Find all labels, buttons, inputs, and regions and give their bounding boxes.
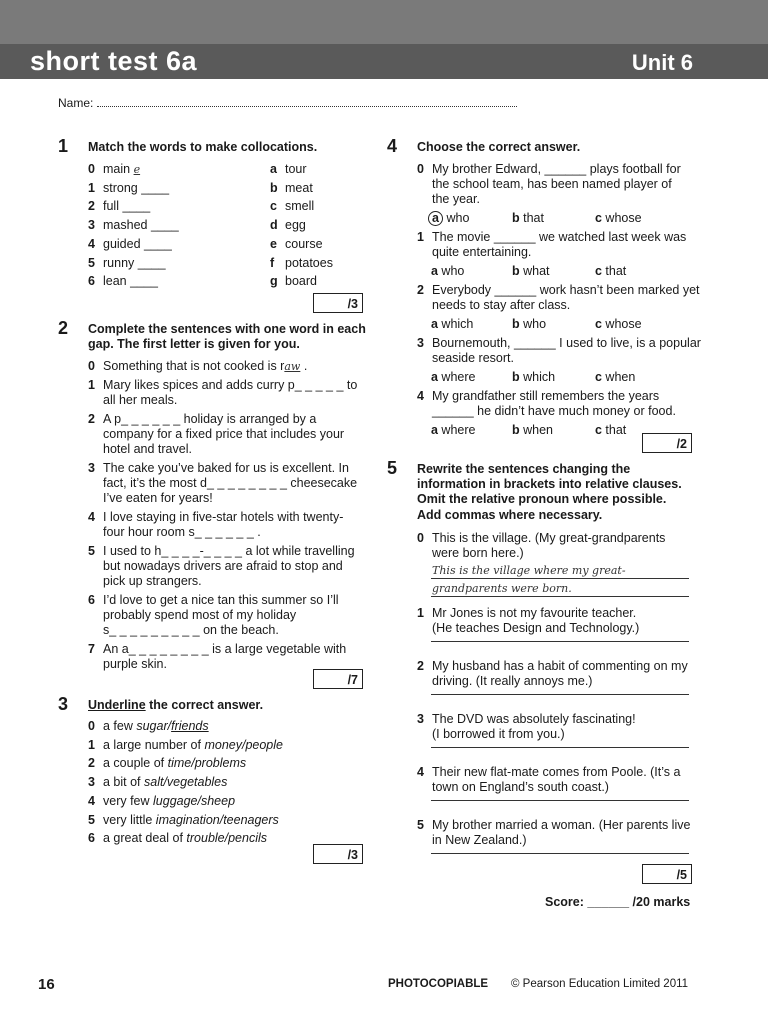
answer-line: [431, 800, 689, 801]
collocation-left-item: [88, 256, 166, 271]
sentence-text: My brother Edward, ______ plays football for: [432, 162, 681, 176]
sentence-line: [417, 833, 527, 848]
sentence-line: [88, 442, 192, 457]
item-prefix: a few: [103, 719, 137, 733]
page-number: 16: [38, 976, 55, 993]
item-number: 2: [417, 659, 424, 673]
photocopiable-label: PHOTOCOPIABLE: [388, 978, 489, 990]
sentence-text: all her meals.: [103, 393, 178, 407]
option-letter: g: [270, 274, 278, 289]
item-number: 3: [88, 218, 95, 233]
item-number: 1: [417, 606, 424, 620]
sentence-line: [88, 427, 344, 442]
item-prefix: a large number of: [103, 737, 205, 752]
sentence-line: [417, 765, 680, 780]
item-number: 1: [417, 230, 424, 244]
collocation-right-item: [270, 218, 306, 233]
option-word: which: [437, 317, 474, 331]
collocation-right-item: [270, 199, 314, 214]
answer-option: [512, 264, 550, 279]
unit-label: Unit 6: [631, 50, 693, 75]
collocation-left-item: [88, 218, 179, 233]
name-label: Name:: [58, 96, 94, 110]
period: .: [300, 359, 308, 373]
sentence-line: [88, 525, 261, 540]
sentence-text: were born here.): [432, 546, 524, 560]
underline-item: [88, 775, 227, 790]
item-number: 3: [88, 461, 95, 475]
sentence-text: I love staying in five-star hotels with twenty-: [103, 510, 344, 524]
choice: imagination/teenagers: [155, 812, 279, 827]
question-instruction: Omit the relative pronoun where possible.: [417, 492, 667, 507]
option-word: that: [601, 423, 627, 437]
answer-blank: ____: [141, 180, 170, 195]
sentence-text: the year.: [432, 192, 480, 206]
question-number: 2: [58, 318, 69, 338]
item-number: 4: [417, 389, 424, 403]
underline-item: [88, 831, 267, 846]
option-letter: e: [270, 236, 277, 251]
sentence-text: Everybody ______ work hasn’t been marked yet: [432, 283, 700, 297]
item-word: runny: [103, 255, 138, 270]
option-letter: b: [512, 423, 520, 437]
answer-blank: ____: [130, 274, 158, 289]
sentence-line: [88, 574, 202, 589]
sentence-line: [88, 593, 339, 608]
option-word: who: [443, 211, 470, 225]
handwritten-answer: aw: [284, 360, 301, 373]
sentence-text: ______ he didn’t have much money or food.: [432, 404, 676, 418]
option-word: course: [285, 236, 323, 251]
sentence-text: I’d love to get a nice tan this summer so I’ll: [103, 593, 339, 607]
item-word: guided: [103, 236, 145, 251]
collocation-left-item: [88, 237, 172, 252]
instruction-text: the correct answer.: [145, 698, 264, 712]
item-prefix: very little: [103, 812, 156, 827]
title-bar: [0, 44, 768, 79]
item-number: 0: [88, 162, 95, 176]
sentence-text: Their new flat-mate comes from Poole. (It’s a: [432, 765, 681, 779]
answer-blank: ____: [150, 218, 179, 233]
choice: time/problems: [167, 756, 247, 771]
sentence-text: s_ _ _ _ _ _ _ _ _ on the beach.: [103, 623, 279, 637]
option-word: that: [601, 264, 627, 278]
underline-item: [88, 719, 209, 734]
collocation-right-item: [270, 237, 323, 252]
score-box: /2: [642, 433, 692, 453]
answer-option: [595, 370, 635, 385]
sentence-line: [88, 642, 346, 657]
sentence-line: [417, 818, 690, 833]
sentence-line: [88, 461, 349, 476]
question-instruction: Add commas where necessary.: [417, 507, 603, 522]
option-letter: c: [595, 264, 602, 278]
sentence-text: purple skin.: [103, 657, 167, 671]
top-band: [0, 0, 768, 44]
answer-option: [431, 264, 464, 279]
sentence-line: [88, 510, 343, 525]
option-letter: c: [595, 370, 602, 384]
sentence-line: [88, 559, 343, 574]
sentence-text: seaside resort.: [432, 351, 514, 365]
item-number: 2: [88, 412, 95, 426]
answer-option: [428, 211, 469, 226]
answer-line: [431, 694, 689, 695]
item-number: 5: [88, 255, 95, 270]
sentence-line: [88, 657, 167, 672]
item-number: 1: [88, 180, 95, 195]
sentence-text: My husband has a habit of commenting on my: [432, 659, 688, 673]
underline-word: Underline: [88, 698, 146, 712]
option-letter: a: [270, 162, 277, 176]
question-instruction: information in brackets into relative clauses.: [417, 477, 682, 492]
option-letter: f: [270, 255, 275, 270]
answer-line: [431, 853, 689, 854]
sentence-text: Mr Jones is not my favourite teacher.: [432, 606, 637, 620]
sentence-text: The DVD was absolutely fascinating!: [432, 712, 636, 726]
answer-blank: ____: [144, 236, 172, 251]
sentence-line: [88, 393, 177, 408]
sentence-line: [417, 230, 686, 245]
option-word: where: [437, 423, 476, 437]
item-number: 6: [88, 831, 95, 846]
answer-line: [431, 596, 689, 597]
sentence-line: [88, 608, 296, 623]
sentence-line: [417, 336, 701, 351]
score-box: /7: [313, 669, 363, 689]
item-number: 1: [88, 378, 95, 392]
choice: sugar/: [136, 719, 172, 733]
item-number: 0: [417, 162, 424, 176]
item-number: 3: [417, 712, 424, 726]
option-word: which: [519, 370, 556, 384]
sentence-text: four hour room s_ _ _ _ _ _ .: [103, 525, 261, 539]
choice: trouble/pencils: [186, 831, 268, 846]
sentence-text: (I borrowed it from you.): [432, 727, 565, 741]
item-number: 2: [88, 199, 95, 214]
option-letter: c: [595, 211, 602, 225]
sentence-text: fact, it’s the most d_ _ _ _ _ _ _ _ cheesecake: [103, 476, 358, 490]
score-box: /3: [313, 293, 363, 313]
item-word: mashed: [103, 218, 151, 233]
collocation-right-item: [270, 162, 307, 177]
option-word: tour: [285, 162, 307, 176]
sentence-text: I used to h_ _ _ _-_ _ _ _ a lot while travelling: [103, 544, 355, 558]
sentence-text: quite entertaining.: [432, 245, 532, 259]
item-prefix: a couple of: [103, 756, 168, 771]
sentence-line: [88, 412, 316, 427]
item-word: strong: [103, 180, 142, 195]
circled-option-letter: a: [428, 211, 443, 226]
item-number: 6: [88, 593, 95, 607]
item-number: 3: [88, 775, 95, 790]
option-letter: c: [595, 423, 602, 437]
option-word: where: [437, 370, 476, 384]
answer-option: [595, 317, 642, 332]
sentence-line: [417, 283, 700, 298]
sentence-line: [88, 378, 357, 393]
sentence-text: driving. (It really annoys me.): [432, 674, 593, 688]
sentence-line: [88, 491, 213, 506]
sentence-text: pick up strangers.: [103, 574, 202, 588]
option-letter: c: [595, 317, 602, 331]
sentence-line: [88, 359, 307, 374]
choice: money/people: [204, 737, 283, 752]
sentence-text: Mary likes spices and adds curry p_ _ _ _ _ to: [103, 378, 358, 392]
option-word: egg: [285, 218, 306, 233]
score-box: /5: [642, 864, 692, 884]
item-prefix: a great deal of: [103, 831, 187, 846]
sentence-line: [88, 623, 279, 638]
option-letter: a: [431, 370, 438, 384]
option-letter: b: [512, 370, 520, 384]
sentence-line: [417, 351, 514, 366]
sentence-line: [417, 531, 665, 546]
item-number: 3: [417, 336, 424, 350]
collocation-right-item: [270, 181, 313, 196]
sentence-text: but nowadays drivers are afraid to stop and: [103, 559, 343, 573]
answer-option: [431, 423, 475, 438]
question-number: 4: [387, 136, 398, 156]
item-number: 0: [88, 359, 95, 373]
underline-item: [88, 738, 283, 753]
item-word: main: [103, 162, 134, 176]
question-number: 5: [387, 458, 398, 478]
answer-option: [512, 317, 546, 332]
sentence-text: Something that is not cooked is r: [103, 359, 285, 373]
sentence-text: (He teaches Design and Technology.): [432, 621, 640, 635]
answer-option: [431, 370, 475, 385]
option-letter: c: [270, 199, 277, 214]
answer-option: [512, 211, 544, 226]
option-word: when: [519, 423, 553, 437]
option-letter: a: [431, 423, 438, 437]
sentence-line: [417, 659, 688, 674]
option-word: potatoes: [285, 255, 333, 270]
item-number: 1: [88, 737, 95, 752]
item-word: lean: [103, 274, 131, 289]
sentence-line: [417, 162, 681, 177]
answer-option: [595, 211, 642, 226]
item-number: 7: [88, 642, 95, 656]
question-number: 3: [58, 694, 69, 714]
underlined-choice: friends: [171, 719, 209, 733]
item-number: 4: [88, 236, 95, 251]
choice: luggage/sheep: [153, 793, 236, 808]
sentence-line: [417, 727, 565, 742]
item-number: 0: [88, 719, 95, 733]
option-letter: a: [431, 264, 438, 278]
collocation-left-item: [88, 274, 158, 289]
option-letter: d: [270, 218, 278, 233]
sentence-text: The cake you’ve baked for us is excellent. In: [103, 461, 349, 475]
sentence-line: [417, 621, 639, 636]
sentence-text: My grandfather still remembers the years: [432, 389, 660, 403]
handwritten-answer: This is the village where my great-: [432, 564, 626, 577]
collocation-right-item: [270, 256, 333, 271]
sentence-line: [417, 192, 480, 207]
sentence-line: [417, 712, 636, 727]
underline-item: [88, 813, 279, 828]
answer-line: [431, 641, 689, 642]
item-number: 5: [417, 818, 424, 832]
sentence-text: This is the village. (My great-grandparents: [432, 531, 666, 545]
option-letter: b: [512, 264, 520, 278]
item-word: full: [103, 199, 123, 214]
question-instruction: Complete the sentences with one word in each: [88, 322, 366, 336]
sentence-text: My brother married a woman. (Her parents live: [432, 818, 691, 832]
item-number: 4: [88, 510, 95, 524]
option-word: what: [519, 264, 550, 278]
score-box: /3: [313, 844, 363, 864]
collocation-right-item: [270, 274, 317, 289]
name-line: [97, 96, 517, 107]
option-word: whose: [601, 317, 642, 331]
sentence-text: town on England’s south coast.): [432, 780, 609, 794]
sentence-text: company for a fixed price that includes your: [103, 427, 345, 441]
sentence-text: in New Zealand.): [432, 833, 527, 847]
sentence-line: [417, 546, 524, 561]
answer-blank: ____: [137, 255, 166, 270]
handwritten-answer: grandparents were born.: [432, 582, 572, 595]
collocation-left-item: [88, 162, 140, 177]
sentence-line: [417, 606, 636, 621]
sentence-text: The movie ______ we watched last week was: [432, 230, 687, 244]
item-number: 5: [88, 544, 95, 558]
item-prefix: very few: [103, 793, 154, 808]
option-word: that: [519, 211, 544, 225]
sentence-line: [417, 674, 592, 689]
copyright: © Pearson Education Limited 2011: [511, 978, 689, 990]
answer-option: [512, 423, 553, 438]
sentence-text: hotel and travel.: [103, 442, 192, 456]
sentence-line: [417, 404, 676, 419]
option-word: board: [285, 274, 317, 289]
underline-item: [88, 756, 246, 771]
handwritten-answer: e: [133, 163, 141, 176]
sentence-line: [417, 177, 672, 192]
item-number: 2: [417, 283, 424, 297]
item-number: 2: [88, 756, 95, 771]
question-instruction: Choose the correct answer.: [417, 140, 581, 154]
answer-blank: ____: [122, 199, 151, 214]
total-score: Score: ______ /20 marks: [545, 895, 691, 909]
question-number: 1: [58, 136, 69, 156]
option-letter: b: [270, 180, 278, 195]
item-number: 6: [88, 274, 95, 289]
sentence-text: Bournemouth, ______ I used to live, is a popular: [432, 336, 701, 350]
sentence-line: [88, 476, 357, 491]
sentence-text: An a_ _ _ _ _ _ _ _ is a large vegetable with: [103, 642, 347, 656]
sentence-line: [88, 544, 355, 559]
answer-option: [595, 264, 626, 279]
question-instruction: Rewrite the sentences changing the: [417, 462, 631, 476]
item-number: 5: [88, 812, 95, 827]
option-word: who: [437, 264, 465, 278]
item-number: 4: [417, 765, 424, 779]
sentence-line: [417, 780, 609, 795]
item-prefix: a bit of: [103, 775, 144, 790]
answer-option: [512, 370, 555, 385]
option-word: meat: [285, 180, 313, 195]
option-word: who: [519, 317, 547, 331]
answer-option: [595, 423, 626, 438]
name-field: [58, 96, 517, 110]
option-letter: a: [431, 317, 438, 331]
question-instruction: [88, 698, 263, 713]
sentence-text: needs to stay after class.: [432, 298, 571, 312]
collocation-left-item: [88, 199, 150, 214]
test-title: short test 6a: [30, 46, 198, 76]
sentence-text: probably spend most of my holiday: [103, 608, 297, 622]
underline-item: [88, 794, 235, 809]
option-letter: b: [512, 211, 520, 225]
sentence-text: A p_ _ _ _ _ _ holiday is arranged by a: [103, 412, 317, 426]
item-number: 4: [88, 793, 95, 808]
answer-line: [431, 747, 689, 748]
option-word: smell: [285, 199, 315, 214]
sentence-line: [417, 245, 531, 260]
sentence-line: [417, 389, 659, 404]
question-instruction: Match the words to make collocations.: [88, 140, 318, 154]
option-word: when: [601, 370, 636, 384]
question-instruction: gap. The first letter is given for you.: [88, 337, 300, 351]
collocation-left-item: [88, 181, 169, 196]
sentence-line: [417, 298, 570, 313]
sentence-text: the school team, has been named player of: [432, 177, 672, 191]
sentence-text: I’ve eaten for years!: [103, 491, 213, 505]
answer-option: [431, 317, 473, 332]
answer-line: [431, 578, 689, 579]
choice: salt/vegetables: [144, 775, 228, 790]
option-letter: b: [512, 317, 520, 331]
item-number: 0: [417, 531, 424, 545]
option-word: whose: [601, 211, 642, 225]
